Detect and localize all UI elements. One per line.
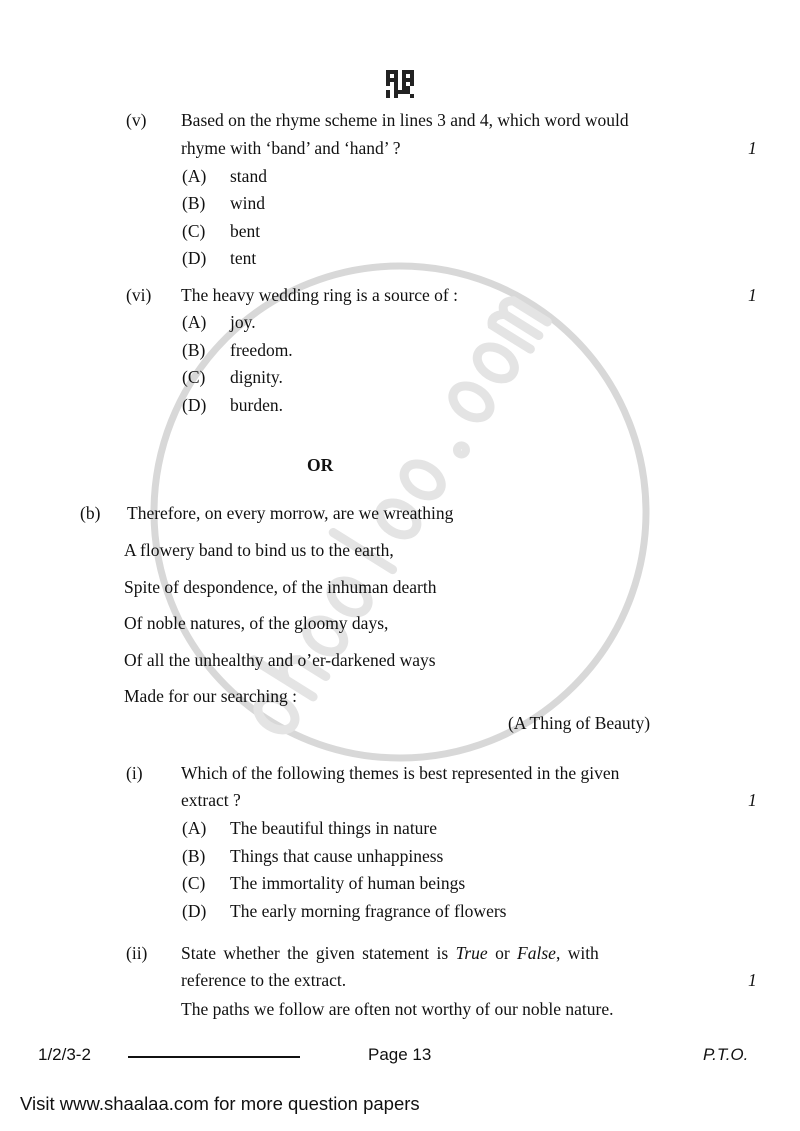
option-text: stand [230, 166, 267, 186]
extract-source: (A Thing of Beauty) [508, 713, 651, 733]
poem-line: Spite of despondence, of the inhuman dearth [124, 577, 437, 597]
option-label: (C) [182, 221, 206, 241]
question-number: (ii) [126, 943, 148, 963]
footer-divider [128, 1056, 300, 1058]
option-text: dignity. [230, 367, 283, 387]
poem-line: A flowery band to bind us to the earth, [124, 540, 394, 560]
footer-code: 1/2/3-2 [38, 1045, 91, 1064]
visit-link[interactable]: Visit www.shaalaa.com for more question papers [20, 1093, 420, 1114]
question-number: (i) [126, 763, 143, 783]
marks-label: 1 [748, 138, 757, 158]
pto-label: P.T.O. [703, 1045, 749, 1064]
marks-label: 1 [748, 970, 757, 990]
option-label: (C) [182, 367, 206, 387]
question-text-part: False [517, 943, 556, 963]
poem-line: Therefore, on every morrow, are we wreathing [127, 503, 454, 523]
question-text: Based on the rhyme scheme in lines 3 and 4, which word would [181, 110, 629, 130]
option-text: The early morning fragrance of flowers [230, 901, 507, 921]
option-text: The beautiful things in nature [230, 818, 438, 838]
option-text: bent [230, 221, 261, 241]
option-label: (A) [182, 166, 207, 186]
qr-code-icon [386, 70, 414, 98]
option-text: joy. [230, 312, 256, 332]
marks-label: 1 [748, 790, 757, 810]
option-text: burden. [230, 395, 283, 415]
question-text: The heavy wedding ring is a source of : [181, 285, 459, 305]
or-divider-label: OR [307, 455, 334, 475]
question-number: (v) [126, 110, 147, 130]
option-text: freedom. [230, 340, 293, 360]
question-text-part: , with [555, 943, 599, 963]
question-text: extract ? [181, 790, 241, 810]
page-number: Page 13 [368, 1045, 432, 1064]
question-text [181, 943, 599, 963]
option-label: (B) [182, 193, 206, 213]
option-label: (C) [182, 873, 206, 893]
poem-line: Made for our searching : [124, 686, 297, 706]
option-label: (D) [182, 248, 207, 268]
option-label: (B) [182, 340, 206, 360]
question-text-part: True [455, 943, 488, 963]
poem-line: Of all the unhealthy and o’er-darkened ways [124, 650, 436, 670]
question-text: reference to the extract. [181, 970, 347, 990]
option-label: (A) [182, 818, 207, 838]
option-label: (D) [182, 395, 207, 415]
option-label: (B) [182, 846, 206, 866]
question-text: Which of the following themes is best represented in the given [181, 763, 620, 783]
option-label: (D) [182, 901, 207, 921]
question-number: (vi) [126, 285, 152, 305]
extract-label: (b) [80, 503, 101, 523]
option-text: tent [230, 248, 257, 268]
option-text: Things that cause unhappiness [230, 846, 444, 866]
option-text: wind [230, 193, 265, 213]
question-text-part: or [487, 943, 518, 963]
question-text-part: State whether the given statement is [181, 943, 456, 963]
poem-line: Of noble natures, of the gloomy days, [124, 613, 389, 633]
question-text: rhyme with ‘band’ and ‘hand’ ? [181, 138, 401, 158]
marks-label: 1 [748, 285, 757, 305]
statement-text: The paths we follow are often not worthy of our noble nature. [181, 999, 614, 1019]
option-label: (A) [182, 312, 207, 332]
option-text: The immortality of human beings [230, 873, 466, 893]
